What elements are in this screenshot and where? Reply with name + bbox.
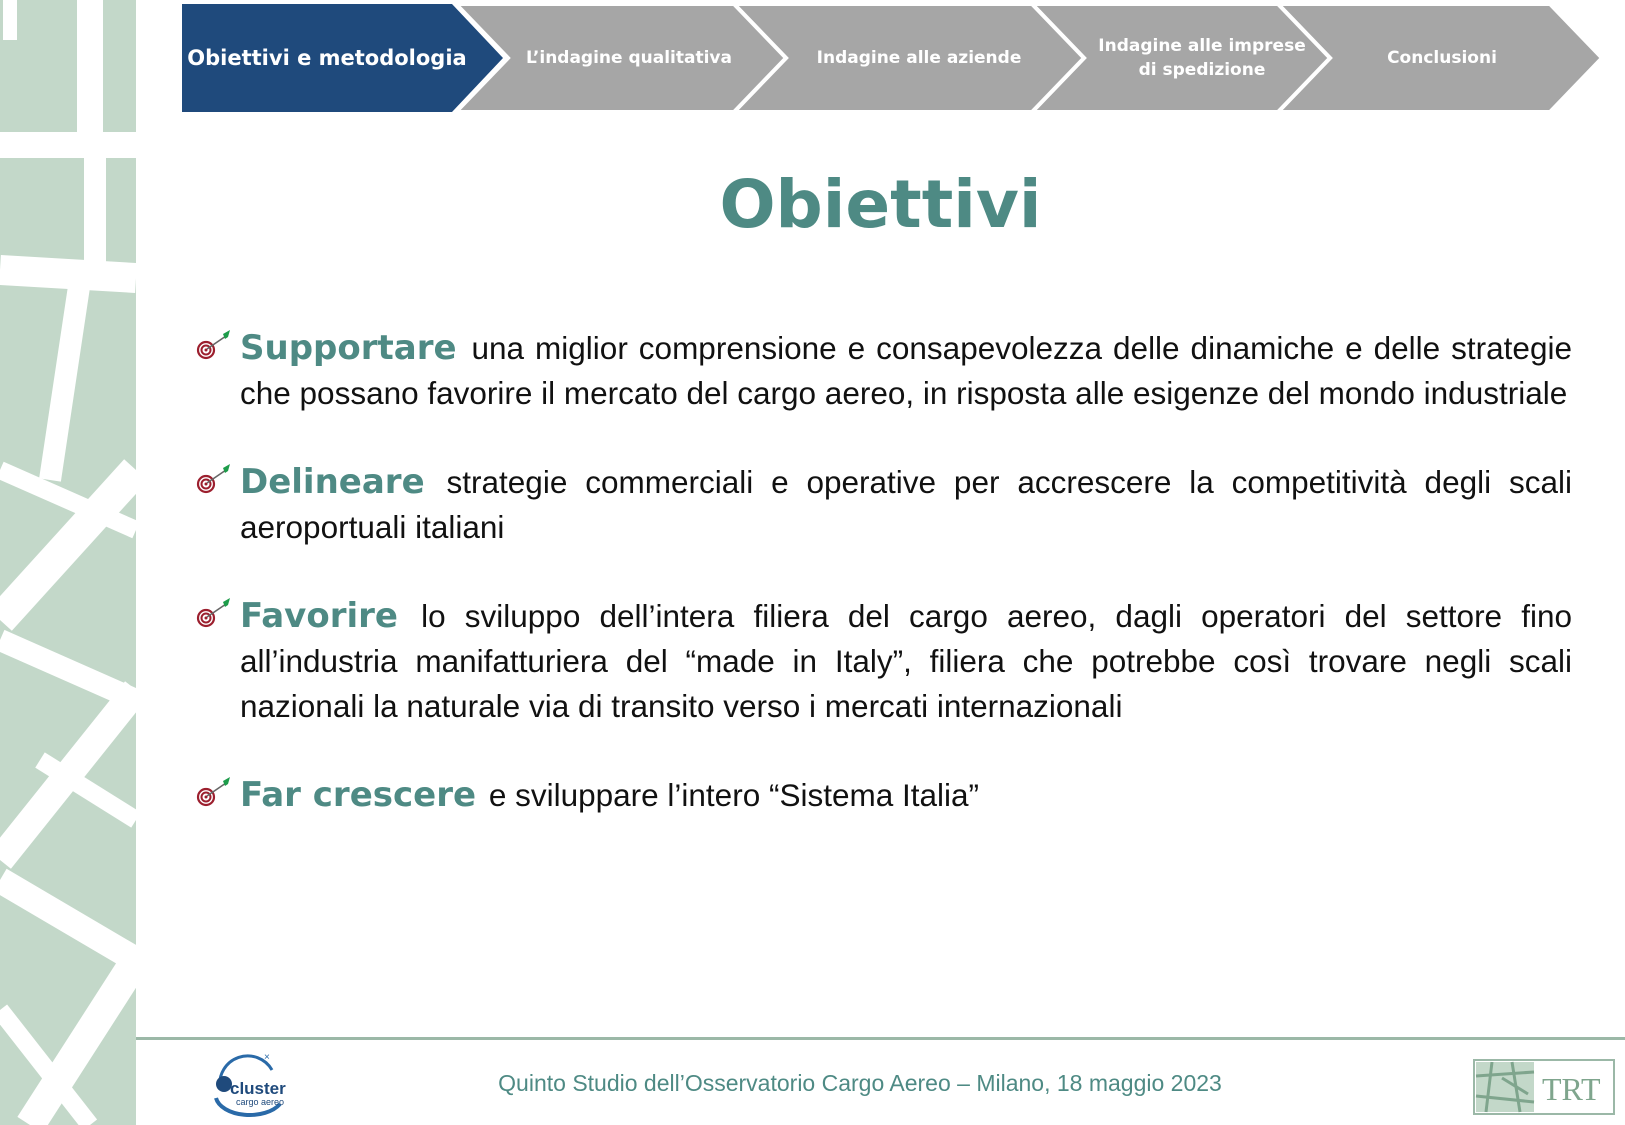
list-item [196, 460, 1572, 550]
dart-target-icon [196, 596, 232, 632]
trt-logo-text: TRT [1542, 1071, 1601, 1107]
bullet-keyword: Delineare [240, 462, 425, 502]
step-label-companies: Indagine alle aziende [816, 48, 1022, 68]
list-item [196, 773, 1572, 818]
svg-text:×: × [264, 1052, 270, 1063]
bullet-text: lo sviluppo dell’intera filiera del cargo aereo, dagli operatori del settore fino all’industria manifatturiera del “made in Italy”, filiera che potrebbe così trovare negli scali nazionali la naturale via di transito verso i mercati internazionali [240, 598, 1573, 724]
list-item [196, 326, 1572, 416]
dart-target-icon [196, 775, 232, 811]
step-label-qualitative: L’indagine qualitativa [525, 48, 732, 68]
bullet-text: una miglior comprensione e consapevolezza delle dinamiche e delle strategie che possano favorire il mercato del cargo aereo, in risposta alle esigenze del mondo industriale [240, 330, 1572, 411]
cluster-logo [210, 1048, 292, 1120]
cluster-logo-sub: cargo aereo [236, 1097, 285, 1107]
bullet-text: strategie commerciali e operative per accrescere la competitività degli scali aeroportuali italiani [240, 464, 1572, 545]
dart-target-icon [196, 462, 232, 498]
objectives-list [196, 326, 1572, 862]
list-item [196, 594, 1572, 729]
trt-logo [1472, 1058, 1620, 1116]
dart-target-icon [196, 328, 232, 364]
step-label-forwarders: Indagine alle imprese di spedizione [1098, 36, 1306, 80]
cluster-logo-name: cluster [230, 1079, 286, 1098]
footer-caption: Quinto Studio dell’Osservatorio Cargo Aereo – Milano, 18 maggio 2023 [498, 1070, 1222, 1096]
step-label-conclusions: Conclusioni [1387, 48, 1497, 68]
bullet-text: e sviluppare l’intero “Sistema Italia” [488, 777, 980, 813]
process-steps [182, 4, 1602, 112]
bullet-keyword: Supportare [240, 328, 457, 368]
bullet-keyword: Far crescere [240, 775, 477, 815]
decorative-map-pattern [0, 0, 136, 1125]
footer-divider [136, 1037, 1625, 1040]
page-title: Obiettivi [719, 166, 1042, 243]
bullet-keyword: Favorire [240, 596, 398, 636]
step-label-objectives: Obiettivi e metodologia [187, 46, 467, 70]
